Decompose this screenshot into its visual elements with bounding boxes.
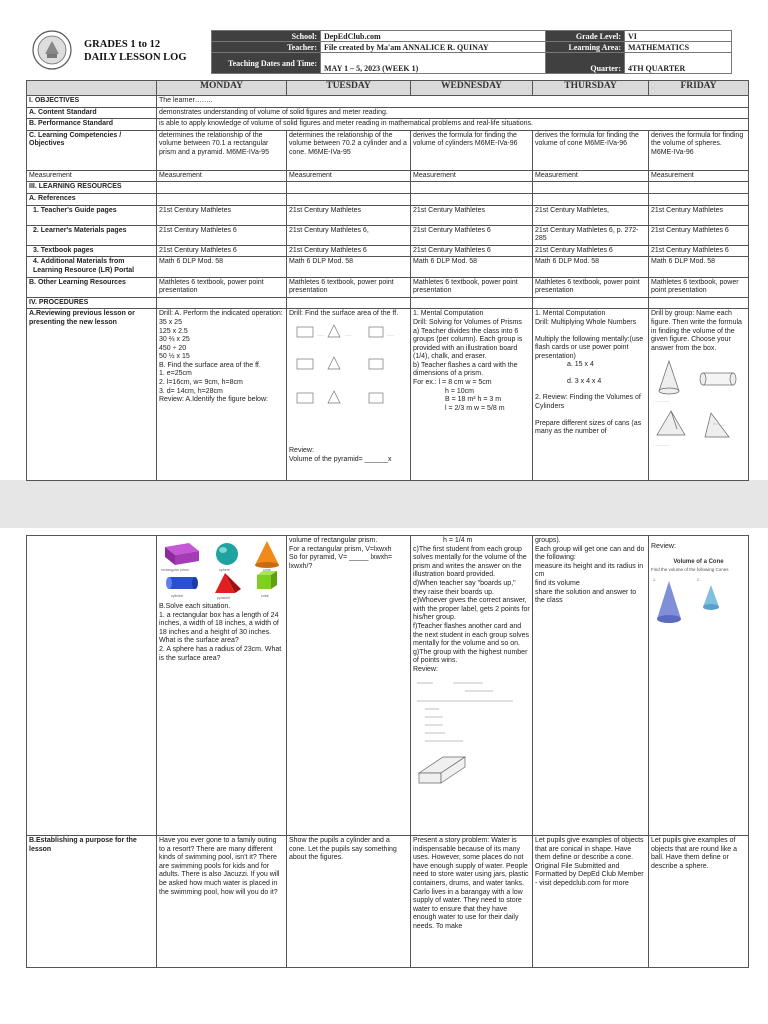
solid-figures-chart: [159, 539, 283, 601]
day-monday: MONDAY: [157, 81, 287, 96]
cone-worksheet-subtitle: Find the volume of the following Cones: [651, 567, 729, 573]
day-thursday: THURSDAY: [533, 81, 649, 96]
teacher-label: Teacher:: [212, 42, 321, 53]
tg-label: 1. Teacher's Guide pages: [27, 205, 157, 225]
teacher-value: File created by Ma'am ANNALICE R. QUINAY: [321, 42, 546, 53]
content-wednesday: Measurement: [411, 170, 533, 182]
lr-row: [27, 257, 749, 277]
procedure-a-row: [27, 309, 749, 481]
school-value: DepEdClub.com: [321, 31, 546, 42]
prism-volume-worksheet: [413, 677, 523, 789]
procedure-a-tuesday: Drill: Find the surface area of the ff. ____ ____ ____ Review: Volume of the pyramid= ______x: [287, 309, 411, 481]
other-monday: Mathletes 6 textbook, power point presentation: [157, 277, 287, 297]
competency-wednesday: derives the formula for finding the volume of cylinders M6ME-IVa-96: [411, 130, 533, 170]
competency-friday: derives the formula for finding the volume of spheres. M6ME-IVa-96: [649, 130, 749, 170]
lr-wednesday: Math 6 DLP Mod. 58: [411, 257, 533, 277]
tb-friday: 21st Century Mathletes 6: [649, 245, 749, 257]
lm-wednesday: 21st Century Mathletes 6: [411, 225, 533, 245]
svg-text:____: ____: [317, 331, 324, 336]
procedure-a-label: A.Reviewing previous lesson or presenting the new lesson: [27, 309, 157, 481]
other-wednesday: Mathletes 6 textbook, power point presentation: [411, 277, 533, 297]
area-value: MATHEMATICS: [625, 42, 732, 53]
tg-monday: 21st Century Mathletes: [157, 205, 287, 225]
svg-text:V = ____: V = ____: [713, 422, 726, 427]
tb-tuesday: 21st Century Mathletes 6: [287, 245, 411, 257]
lm-thursday: 21st Century Mathletes 6, p. 272-285: [533, 225, 649, 245]
school-label: School:: [212, 31, 321, 42]
dates-value: MAY 1 – 5, 2023 (WEEK 1): [321, 53, 546, 74]
performance-standard-text: is able to apply knowledge of volume of solid figures and meter reading in mathematical problems and real-life situations.: [157, 119, 749, 131]
procedure-a-wednesday: 1. Mental Computation Drill: Solving for Volumes of Prisms a) Teacher divides the class into 6 groups (per column). Each group is provided with an illustration board (1/4), chalk, and eraser. b) Teacher flashes a card with the dimensions of a prism. For ex.: l = 8 cm w = 5cm h = 10cm B = 18 m² h = 3 m l = 2/3 m w = 5/8 m: [411, 309, 533, 481]
label-rectangular-prism: rectangular prism: [161, 568, 189, 572]
references-label: A. References: [27, 193, 157, 205]
grade-label: Grade Level:: [546, 31, 625, 42]
cone-worksheet-figures: [651, 577, 743, 631]
procedure-b-label: B.Establishing a purpose for the lesson: [27, 836, 157, 968]
school-info-table: [211, 30, 732, 74]
log-title: GRADES 1 to 12 DAILY LESSON LOG: [84, 39, 187, 63]
day-friday: FRIDAY: [649, 81, 749, 96]
content-row: [27, 170, 749, 182]
other-resources-row: [27, 277, 749, 297]
lm-row: [27, 225, 749, 245]
content-friday: Measurement: [649, 170, 749, 182]
svg-text:____ ____: ____ ____: [655, 398, 670, 403]
procedure-b-tuesday: Show the pupils a cylinder and a cone. Let the pupils say something about the figures.: [287, 836, 411, 968]
objectives-label: I. OBJECTIVES: [27, 96, 157, 108]
tb-wednesday: 21st Century Mathletes 6: [411, 245, 533, 257]
lr-tuesday: Math 6 DLP Mod. 58: [287, 257, 411, 277]
day-wednesday: WEDNESDAY: [411, 81, 533, 96]
procedure-b-row: [27, 836, 749, 968]
performance-standard-label: B. Performance Standard: [27, 119, 157, 131]
procedure-a2-thursday: groups). Each group will get one can and do the following: measure its height and its radius in cm find its volume share the solution and answer to the class: [533, 536, 649, 836]
label-cone: cone: [263, 568, 271, 572]
lr-label: 4. Additional Materials from Learning Resource (LR) Portal: [27, 257, 157, 277]
performance-standard-row: [27, 119, 749, 131]
competencies-label: C. Learning Competencies / Objectives: [27, 130, 157, 170]
label-sphere: sphere: [219, 568, 230, 572]
procedure-a2-wednesday: h = 1/4 m c)The first student from each group solves mentally for the volume of the prism and writes the answer on the illustration board provided. d)When teacher say "boards up," they raise their boards up. e)Whoever gives the correct answer, with the proper label, gets 2 points for his/her group. f)Teacher flashes another card and the next student in each group solves mentally for the volume and so on. g)The group with the highest number of points wins. Review:: [411, 536, 533, 836]
objectives-row: [27, 96, 749, 108]
tb-monday: 21st Century Mathletes 6: [157, 245, 287, 257]
content-thursday: Measurement: [533, 170, 649, 182]
quarter-value: 4TH QUARTER: [625, 53, 732, 74]
surface-area-figures: [289, 321, 407, 429]
procedure-a-monday: Drill: A. Perform the indicated operation: 35 x 25 125 x 2.5 30 ⅔ x 25 450 ÷ 20 50 ½ x 15 B. Find the surface area of the ff. 1. e=25cm 2. l=16cm, w= 9cm, h=8cm 3. d= 14cm, h=28cm Review: A.Identify the figure below:: [157, 309, 287, 481]
lesson-log-table-2: [26, 535, 749, 968]
competency-thursday: derives the formula for finding the volume of cone M6ME-IVa-96: [533, 130, 649, 170]
content-standard-row: [27, 107, 749, 119]
tg-friday: 21st Century Mathletes: [649, 205, 749, 225]
svg-text:1.: 1.: [653, 577, 656, 582]
procedure-b-wednesday: Present a story problem: Water is indispensable because of its many uses. However, some places do not have enough supply of water. People need to store water using jars, plastic containers, drums, and water tanks. Carlo lives in a barangay with a low supply of water. They need to store water to ensure that they have enough water to use for their daily needs. To make: [411, 836, 533, 968]
other-label: B. Other Learning Resources: [27, 277, 157, 297]
lr-monday: Math 6 DLP Mod. 58: [157, 257, 287, 277]
grade-value: VI: [625, 31, 732, 42]
page-2: [0, 528, 768, 1024]
svg-text:2.: 2.: [697, 577, 700, 582]
lm-monday: 21st Century Mathletes 6: [157, 225, 287, 245]
competencies-row: [27, 130, 749, 170]
tb-row: [27, 245, 749, 257]
resources-row: [27, 182, 749, 194]
svg-text:____: ____: [345, 331, 352, 336]
tg-wednesday: 21st Century Mathletes: [411, 205, 533, 225]
lm-tuesday: 21st Century Mathletes 6,: [287, 225, 411, 245]
label-cylinder: cylinder: [171, 594, 184, 598]
references-row: [27, 193, 749, 205]
procedure-a-thursday: 1. Mental Computation Drill: Multiplying Whole Numbers Multiply the following mentally:(use flash cards or use power point presentation) a. 15 x 4 d. 3 x 4 x 4 2. Review: Finding the Volumes of Cylinders Prepare different sizes of cans (as many as the number of: [533, 309, 649, 481]
lr-friday: Math 6 DLP Mod. 58: [649, 257, 749, 277]
learner-text: The learner……..: [157, 96, 749, 108]
label-pyramid: pyramid: [217, 596, 230, 600]
procedure-a2-tuesday: volume of rectangular prism. For a rectangular prism, V=lxwxh So for pyramid, V= _____ lxwxh= lxwxh/?: [287, 536, 411, 836]
procedure-a-continued-row: [27, 536, 749, 836]
competency-tuesday: determines the relationship of the volume between 70.2 a cylinder and a cone. M6ME-IVa-95: [287, 130, 411, 170]
procedures-row: [27, 297, 749, 309]
label-cube: cube: [261, 594, 269, 598]
procedure-a-friday: Drill by group: Name each figure. Then write the formula in finding the volume of the given figure. Choose your answer from the box. ____ ____ ____ ____ V = ____: [649, 309, 749, 481]
other-tuesday: Mathletes 6 textbook, power point presentation: [287, 277, 411, 297]
procedure-a2-friday: Review: Volume of a Cone Find the volume of the following Cones 1. 2.: [649, 536, 749, 836]
content-row-label: Measurement: [27, 170, 157, 182]
lesson-log-table-1: [26, 80, 749, 481]
lm-friday: 21st Century Mathletes 6: [649, 225, 749, 245]
other-friday: Mathletes 6 textbook, power point presentation: [649, 277, 749, 297]
competency-monday: determines the relationship of the volume between 70.1 a rectangular prism and a pyramid. M6ME-IVa-95: [157, 130, 287, 170]
procedures-label: IV. PROCEDURES: [27, 297, 157, 309]
cone-worksheet-title: Volume of a Cone: [673, 558, 724, 565]
day-header-row: [27, 81, 749, 96]
content-tuesday: Measurement: [287, 170, 411, 182]
content-standard-label: A. Content Standard: [27, 107, 157, 119]
content-monday: Measurement: [157, 170, 287, 182]
tg-thursday: 21st Century Mathletes,: [533, 205, 649, 225]
tg-tuesday: 21st Century Mathletes: [287, 205, 411, 225]
area-label: Learning Area:: [546, 42, 625, 53]
procedure-b-friday: Let pupils give examples of objects that are round like a ball. Have them define or describe a sphere.: [649, 836, 749, 968]
name-the-figure-shapes: [651, 355, 745, 451]
procedure-b-thursday: Let pupils give examples of objects that are conical in shape. Have them define or describe a cone. Original File Submitted and Formatted by DepEd Club Member - visit depedclub.com for more: [533, 836, 649, 968]
content-standard-text: demonstrates understanding of volume of solid figures and meter reading.: [157, 107, 749, 119]
deped-seal-icon: [32, 30, 72, 70]
procedure-a-continued-label: [27, 536, 157, 836]
tb-label: 3. Textbook pages: [27, 245, 157, 257]
dll-header: [26, 28, 748, 74]
svg-text:____: ____: [387, 331, 394, 336]
tb-thursday: 21st Century Mathletes 6: [533, 245, 649, 257]
other-thursday: Mathletes 6 textbook, power point presentation: [533, 277, 649, 297]
procedure-a2-monday: rectangular prism sphere cone cylinder pyramid cube B.Solve each situation. 1. a rectangular box has a length of 24 inches, a width of 18 inches, a width of 18 inches and a height of 30 inches. What is the surface area? 2. A sphere has a radius of 23cm. What is the surface area?: [157, 536, 287, 836]
tg-row: [27, 205, 749, 225]
page-1: [0, 0, 768, 480]
procedure-b-monday: Have you ever gone to a family outing to a resort? There are many different kinds of swimming pool, isn't it? There are swimming pools for kids and for adults. There is also Jacuzzi. If you will be asked how much water is placed in the swimming pool, how will you do it?: [157, 836, 287, 968]
resources-label: III. LEARNING RESOURCES: [27, 182, 157, 194]
svg-text:____ ____: ____ ____: [655, 442, 670, 447]
day-tuesday: TUESDAY: [287, 81, 411, 96]
quarter-label: Quarter:: [546, 53, 625, 74]
corner-cell: [27, 81, 157, 96]
dates-label: Teaching Dates and Time:: [212, 53, 321, 74]
lm-label: 2. Learner's Materials pages: [27, 225, 157, 245]
lr-thursday: Math 6 DLP Mod. 58: [533, 257, 649, 277]
